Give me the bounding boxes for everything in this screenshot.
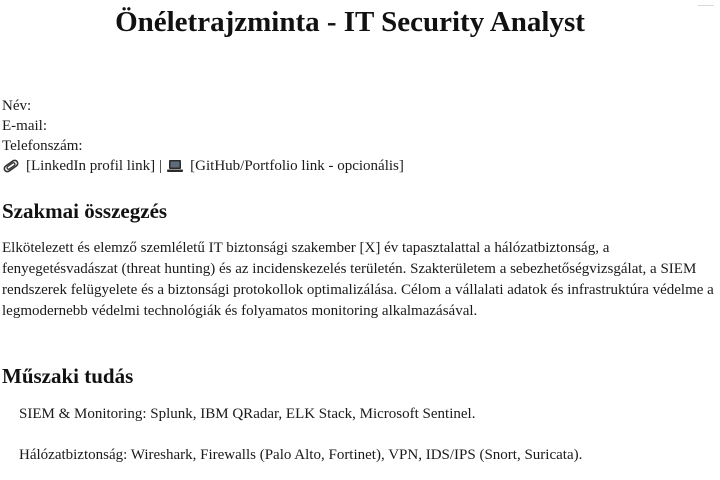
paperclip-icon: [2, 158, 20, 174]
name-label: Név:: [2, 98, 32, 114]
corner-mark: [698, 0, 714, 6]
laptop-icon: [166, 158, 184, 174]
summary-heading: Szakmai összegzés: [2, 199, 168, 223]
summary-text: Elkötelezett és elemző szemléletű IT biztonsági szakember [X] év tapasztalattal a hálózatbiztonság, a fenyegetésvadászat (threat hunting) és az incidenskezelés területén. Szakterületem a sebezhetőségvizsgálat, a SIEM rendszerek felügyelete és a biztonsági protokollok optimalizálása. Célom a vállalati adatok és infrastruktúra védelme a legmodernebb védelmi technológiák és folyamatos monitoring alkalmazásával.: [2, 240, 714, 319]
contact-block: [2, 96, 404, 176]
skills-heading: Műszaki tudás: [2, 364, 134, 388]
links-line: [2, 156, 404, 176]
email-label: E-mail:: [2, 118, 47, 134]
page-title: Önéletrajzminta - IT Security Analyst: [115, 6, 585, 38]
phone-label: Telefonszám:: [2, 138, 83, 154]
link-separator: |: [159, 158, 163, 174]
skills-list: [19, 404, 582, 480]
linkedin-link[interactable]: [LinkedIn profil link]: [26, 158, 156, 174]
github-link[interactable]: [GitHub/Portfolio link - opcionális]: [190, 158, 404, 174]
skill-item-network: Hálózatbiztonság: Wireshark, Firewalls (Palo Alto, Fortinet), VPN, IDS/IPS (Snort, Suricata).: [19, 447, 583, 463]
skill-item-siem: SIEM & Monitoring: Splunk, IBM QRadar, ELK Stack, Microsoft Sentinel.: [19, 406, 476, 422]
